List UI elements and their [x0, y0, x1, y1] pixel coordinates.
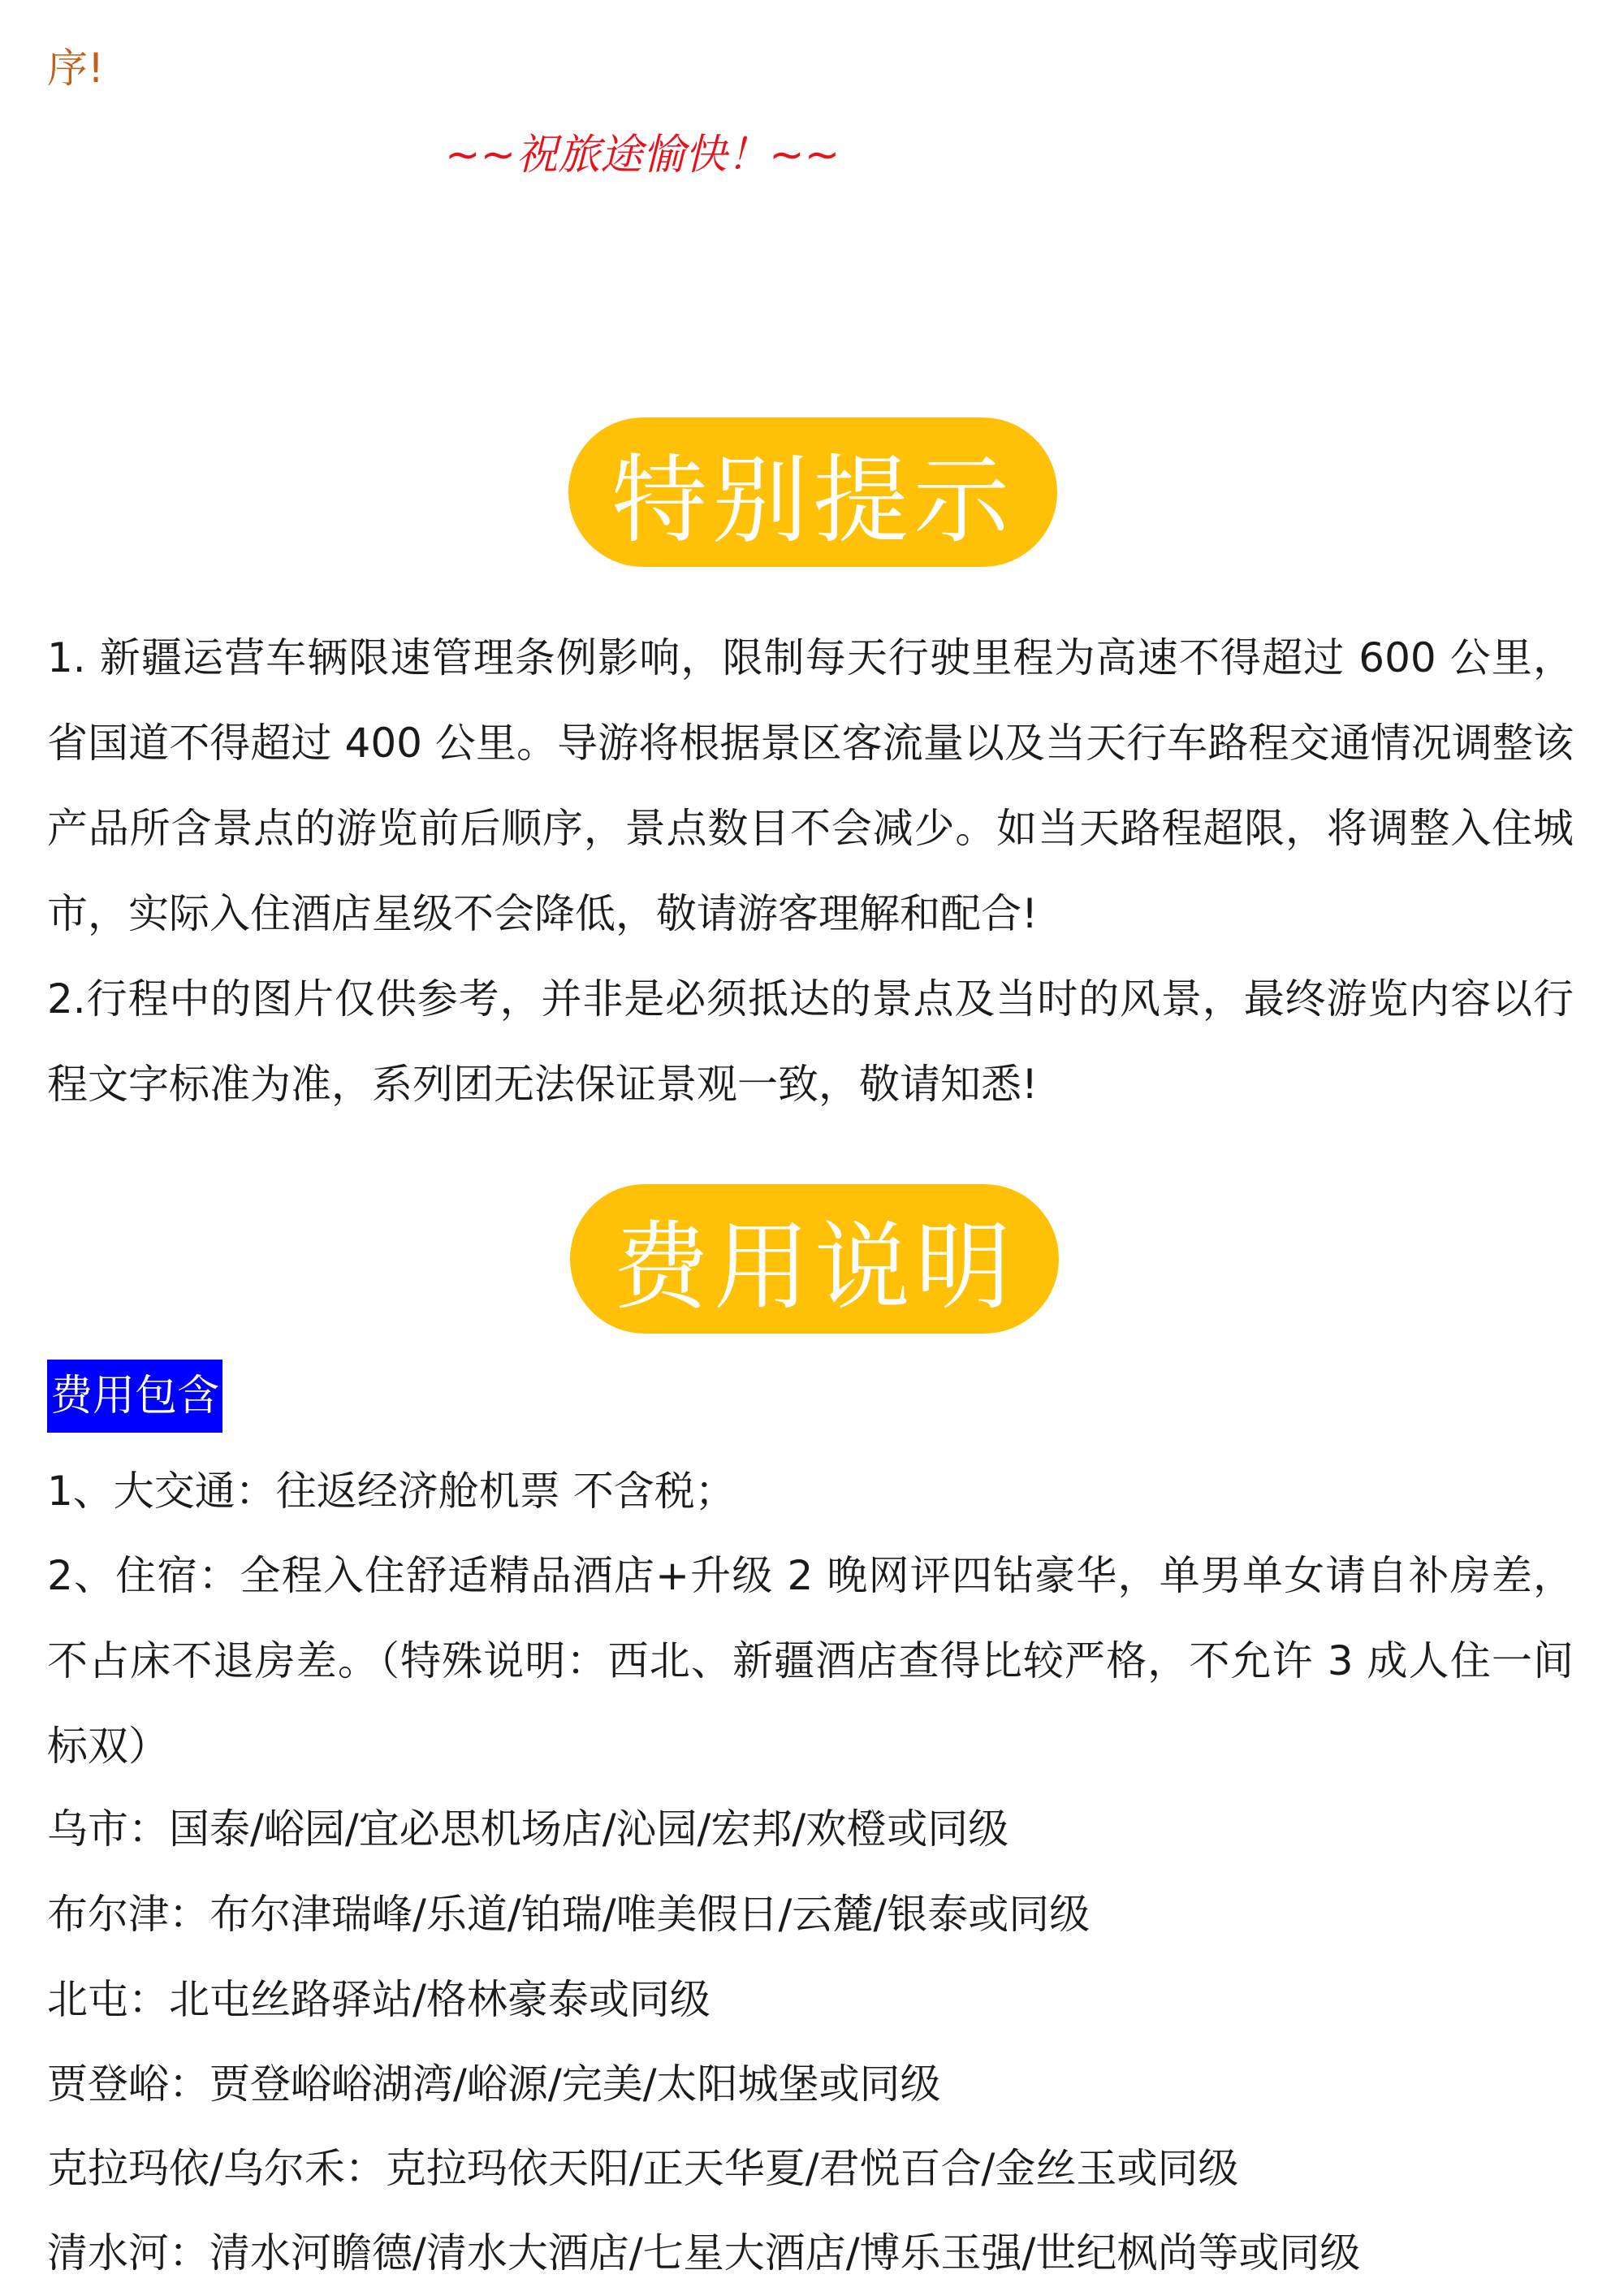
hotel-list-item: 北屯：北屯丝路驿站/格林豪泰或同级 — [47, 1976, 710, 2023]
hotel-list-item: 乌市：国泰/峪园/宜必思机场店/沁园/宏邦/欢橙或同级 — [47, 1805, 1009, 1853]
hotel-list-item: 清水河：清水河瞻德/清水大酒店/七星大酒店/博乐玉强/世纪枫尚等或同级 — [47, 2229, 1361, 2277]
special-notice-paragraph: 2.行程中的图片仅供参考，并非是必须抵达的景点及当时的风景，最终游览内容以行程文字标准为准，系列团无法保证景观一致，敬请知悉! — [47, 975, 1574, 1108]
hotel-list-item: 布尔津：布尔津瑞峰/乐道/铂瑞/唯美假日/云麓/银泰或同级 — [47, 1891, 1091, 1938]
special-notice-paragraph: 1. 新疆运营车辆限速管理条例影响，限制每天行驶里程为高速不得超过 600 公里，省国道不得超过 400 公里。导游将根据景区客流量以及当天行车路程交通情况调整该产品所含景点的游览前后顺序，景点数目不会减少。如当天路程超限，将调整入住城市，实际入住酒店星级不会降低，敬请游客理解和配合! — [47, 634, 1574, 937]
continued-text-fragment: 序! — [47, 45, 105, 92]
hotel-list-item: 贾登峪：贾登峪峪湖湾/峪源/完美/太阳城堡或同级 — [47, 2060, 941, 2108]
special-notice-heading: 特别提示 — [568, 417, 1057, 567]
fee-item: 1、大交通：往返经济舱机票 不含税； — [47, 1468, 736, 1515]
hotel-list-item: 克拉玛依/乌尔禾：克拉玛依天阳/正天华夏/君悦百合/金丝玉或同级 — [47, 2145, 1239, 2192]
farewell-message: ~~祝旅途愉快！~~ — [445, 131, 840, 179]
fee-item: 2、住宿：全程入住舒适精品酒店+升级 2 晚网评四钻豪华，单男单女请自补房差，不占床不退房差。（特殊说明：西北、新疆酒店查得比较严格，不允许 3 成人住一间标双） — [47, 1552, 1574, 1770]
fees-heading: 费用说明 — [570, 1184, 1059, 1334]
fees-included-badge: 费用包含 — [47, 1360, 222, 1433]
